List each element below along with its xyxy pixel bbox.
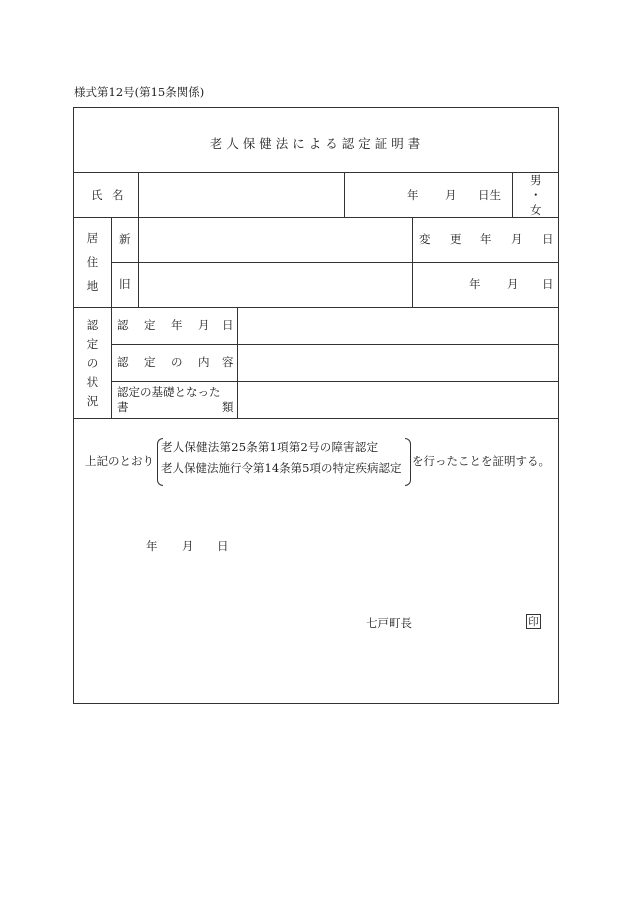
cert-content-label: の: [171, 355, 183, 369]
rule-below-cert-date: [111, 344, 559, 345]
cert-basis-label-line2b: 類: [222, 400, 234, 414]
issue-year-label: 年: [146, 539, 158, 553]
residence-new-field[interactable]: [140, 219, 410, 260]
cert-content-label: 定: [144, 355, 156, 369]
cert-date-label: 定: [144, 318, 156, 332]
cert-date-label: 月: [198, 318, 210, 332]
statement-suffix: を行ったことを証明する。: [412, 454, 550, 468]
certificate-form: [73, 107, 559, 704]
statement: [74, 418, 559, 518]
seal-stamp: 印: [526, 614, 541, 629]
old-year-label: 年: [469, 277, 481, 291]
change-label: 更: [450, 232, 462, 246]
rule-name-label-divider: [138, 172, 139, 217]
name-label-1: 氏: [91, 188, 103, 202]
statement-option-2[interactable]: 老人保健法施行令第14条第5項の特定疾病認定: [161, 461, 402, 475]
cert-date-label: 認: [117, 318, 129, 332]
residence-new-label: 新: [119, 232, 131, 246]
cert-status-char: 定: [86, 336, 99, 351]
rule-residence-label-divider: [111, 217, 112, 307]
old-day-label: 日: [542, 277, 554, 291]
cert-basis-label-line2a: 書: [117, 400, 129, 414]
cert-content-label: 認: [117, 355, 129, 369]
birth-month-label: 月: [445, 188, 457, 202]
cert-date-field[interactable]: [239, 309, 557, 342]
cert-status-char: の: [86, 355, 99, 370]
cert-status-char: 状: [86, 374, 99, 389]
cert-status-char: 況: [86, 393, 99, 408]
bracket-right: [405, 438, 411, 486]
cert-basis-label-line1: 認定の基礎となった: [117, 385, 221, 399]
issue-month-label: 月: [182, 539, 194, 553]
sex-separator: ・: [530, 188, 542, 202]
residence-label-char: 住: [86, 255, 99, 269]
rule-name-date-divider: [344, 172, 345, 217]
document-title: 老人保健法による認定証明書: [209, 136, 425, 151]
rule-sex-divider: [512, 172, 513, 217]
issuer-title: 七戸町長: [366, 616, 412, 630]
residence-label: [74, 217, 111, 307]
rule-cert-field-divider: [237, 307, 238, 418]
change-year-label: 年: [480, 232, 492, 246]
change-label: 変: [419, 232, 431, 246]
rule-below-residence: [74, 307, 559, 308]
cert-content-label: 内: [198, 355, 210, 369]
change-month-label: 月: [511, 232, 523, 246]
rule-below-name-row: [74, 217, 559, 218]
rule-residence-date-divider: [412, 217, 413, 307]
cert-basis-field[interactable]: [239, 383, 557, 416]
cert-date-label: 年: [171, 318, 183, 332]
residence-label-char: 地: [86, 279, 99, 293]
statement-prefix: 上記のとおり: [85, 454, 154, 468]
residence-old-label: 旧: [119, 277, 131, 291]
name-field[interactable]: [140, 174, 342, 215]
rule-residence-new-old-divider: [138, 217, 139, 307]
old-month-label: 月: [507, 277, 519, 291]
cert-status-label: [74, 307, 111, 418]
rule-between-new-old: [111, 262, 559, 263]
cert-date-label: 日: [222, 318, 234, 332]
statement-option-1[interactable]: 老人保健法第25条第1項第2号の障害認定: [161, 440, 379, 454]
name-label-2: 名: [112, 188, 124, 202]
birth-year-label: 年: [407, 188, 419, 202]
rule-below-title: [74, 172, 559, 173]
cert-content-label: 容: [222, 355, 234, 369]
change-day-label: 日: [542, 232, 554, 246]
rule-cert-label-divider: [111, 307, 112, 418]
residence-label-char: 居: [86, 231, 99, 245]
cert-status-char: 認: [86, 317, 99, 332]
birth-day-label: 日生: [478, 188, 501, 202]
residence-old-field[interactable]: [140, 264, 410, 305]
rule-below-cert-content: [111, 381, 559, 382]
sex-female[interactable]: 女: [530, 203, 542, 217]
form-number: 様式第12号(第15条関係): [74, 85, 205, 99]
sex-male[interactable]: 男: [530, 173, 542, 187]
cert-content-field[interactable]: [239, 346, 557, 379]
issue-day-label: 日: [217, 539, 229, 553]
